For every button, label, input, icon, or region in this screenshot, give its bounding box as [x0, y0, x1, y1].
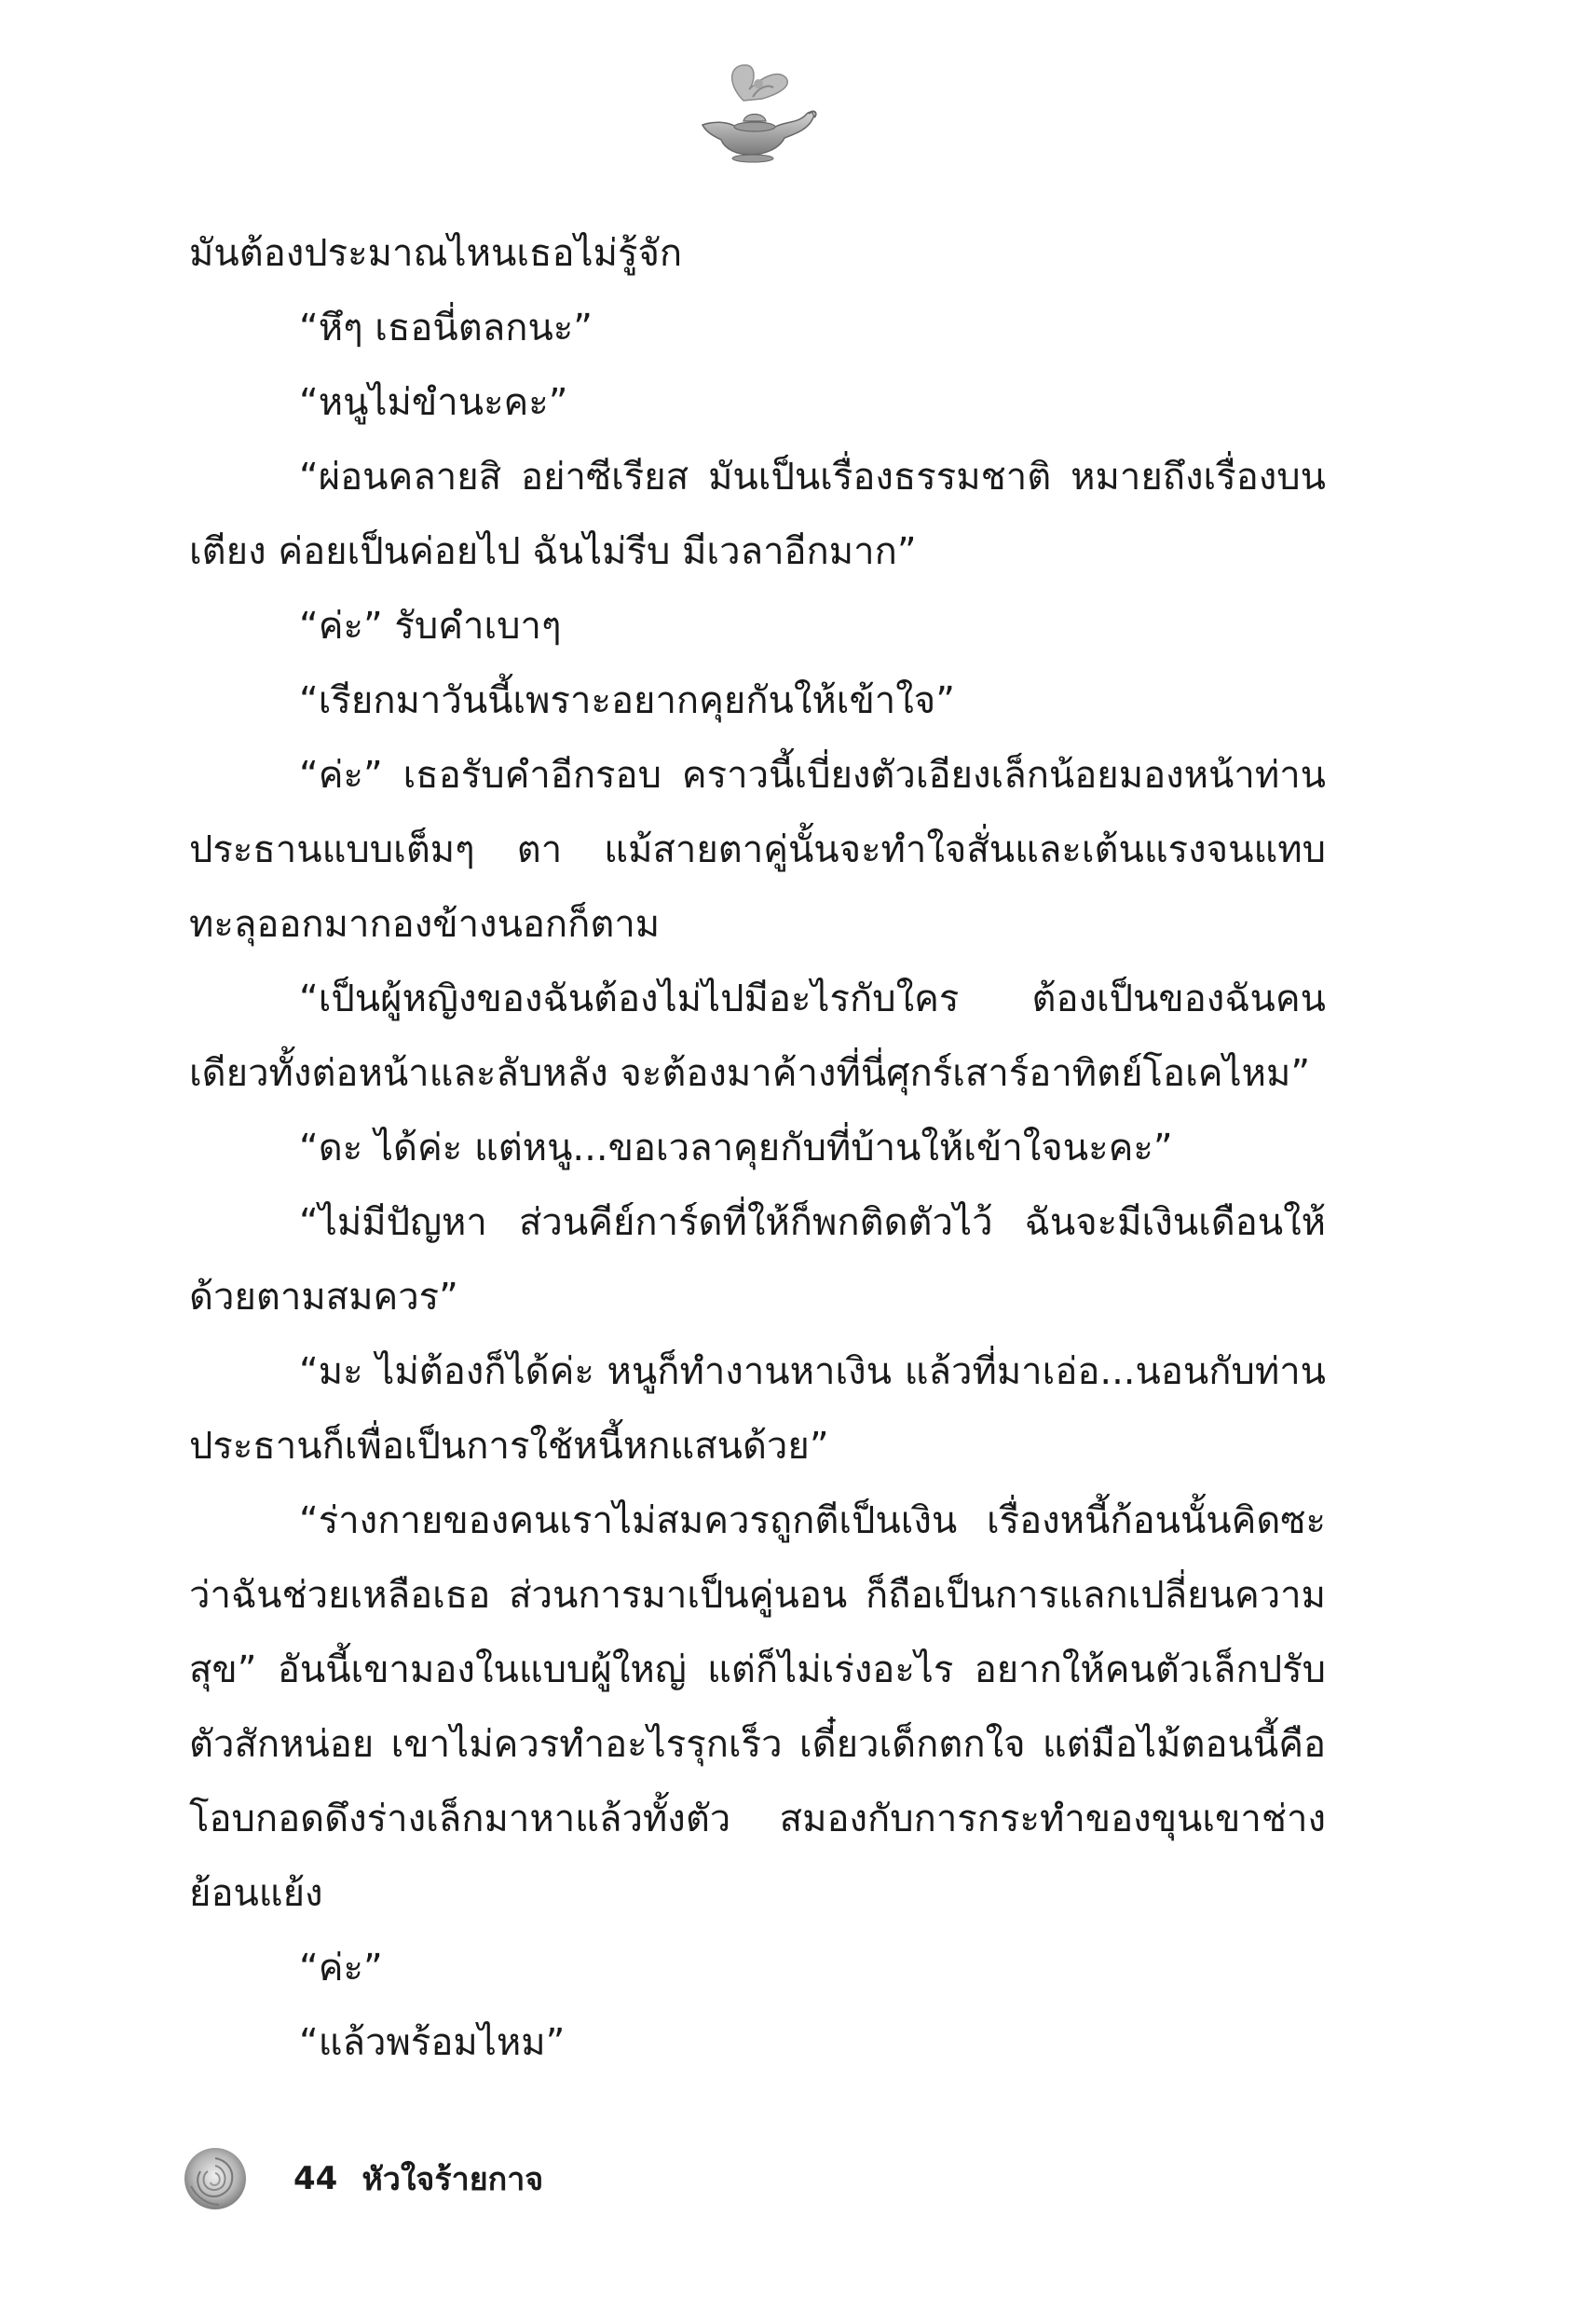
paragraph: มันต้องประมาณไหนเธอไม่รู้จัก [189, 232, 683, 275]
book-title: หัวใจร้ายกาจ [361, 2161, 544, 2198]
rose-icon [182, 2145, 249, 2212]
page-footer [182, 2141, 543, 2216]
paragraph: “ผ่อนคลายสิ อย่าซีเรียส มันเป็นเรื่องธรรมชาติ หมายถึงเรื่องบนเตียง ค่อยเป็นค่อยไป ฉันไม่รีบ มีเวลาอีกมาก” [189, 456, 1326, 573]
paragraph: “ร่างกายของคนเราไม่สมควรถูกตีเป็นเงิน เรื่องหนี้ก้อนนั้นคิดซะว่าฉันช่วยเหลือเธอ ส่วนการมาเป็นคู่นอน ก็ถือเป็นการแลกเปลี่ยนความสุข” อันนี้เขามองในแบบผู้ใหญ่ แต่ก็ไม่เร่งอะไร อยากให้คนตัวเล็กปรับตัวสักหน่อย เขาไม่ควรทำอะไรรุกเร็ว เดี๋ยวเด็กตกใจ แต่มือไม้ตอนนี้คือโอบกอดดึงร่างเล็กมาหาแล้วทั้งตัว สมองกับการกระทำของขุนเขาช่างย้อนแย้ง [189, 1499, 1326, 1915]
paragraph: “เป็นผู้หญิงของฉันต้องไม่ไปมีอะไรกับใคร ต้องเป็นของฉันคนเดียวทั้งต่อหน้าและลับหลัง จะต้องมาค้างที่นี่ศุกร์เสาร์อาทิตย์โอเคไหม” [189, 978, 1326, 1095]
paragraph: “ไม่มีปัญหา ส่วนคีย์การ์ดที่ให้ก็พกติดตัวไว้ ฉันจะมีเงินเดือนให้ด้วยตามสมควร” [189, 1201, 1326, 1319]
paragraph: “ค่ะ” [299, 1947, 383, 1990]
paragraph: “ค่ะ” รับคำเบาๆ [299, 605, 562, 648]
page-number: 44 [293, 2160, 338, 2197]
paragraph: “ค่ะ” เธอรับคำอีกรอบ คราวนี้เบี่ยงตัวเอียงเล็กน้อยมองหน้าท่านประธานแบบเต็มๆ ตา แม้สายตาคู่นั้นจะทำใจสั่นและเต้นแรงจนแทบทะลุออกมากองข้างนอกก็ตาม [189, 754, 1326, 946]
paragraph: “มะ ไม่ต้องก็ได้ค่ะ หนูก็ทำงานหาเงิน แล้วที่มาเอ่อ...นอนกับท่านประธานก็เพื่อเป็นการใช้หนี้หกแสนด้วย” [189, 1350, 1326, 1468]
body-text [189, 216, 1326, 2080]
paragraph: “ดะ ได้ค่ะ แต่หนู...ขอเวลาคุยกับที่บ้านให้เข้าใจนะคะ” [299, 1127, 1173, 1169]
paragraph: “แล้วพร้อมไหม” [299, 2021, 566, 2064]
paragraph: “หึๆ เธอนี่ตลกนะ” [299, 307, 593, 349]
paragraph: “เรียกมาวันนี้เพราะอยากคุยกันให้เข้าใจ” [299, 679, 955, 722]
genie-lamp-icon [689, 56, 820, 168]
paragraph: “หนูไม่ขำนะคะ” [299, 381, 568, 424]
